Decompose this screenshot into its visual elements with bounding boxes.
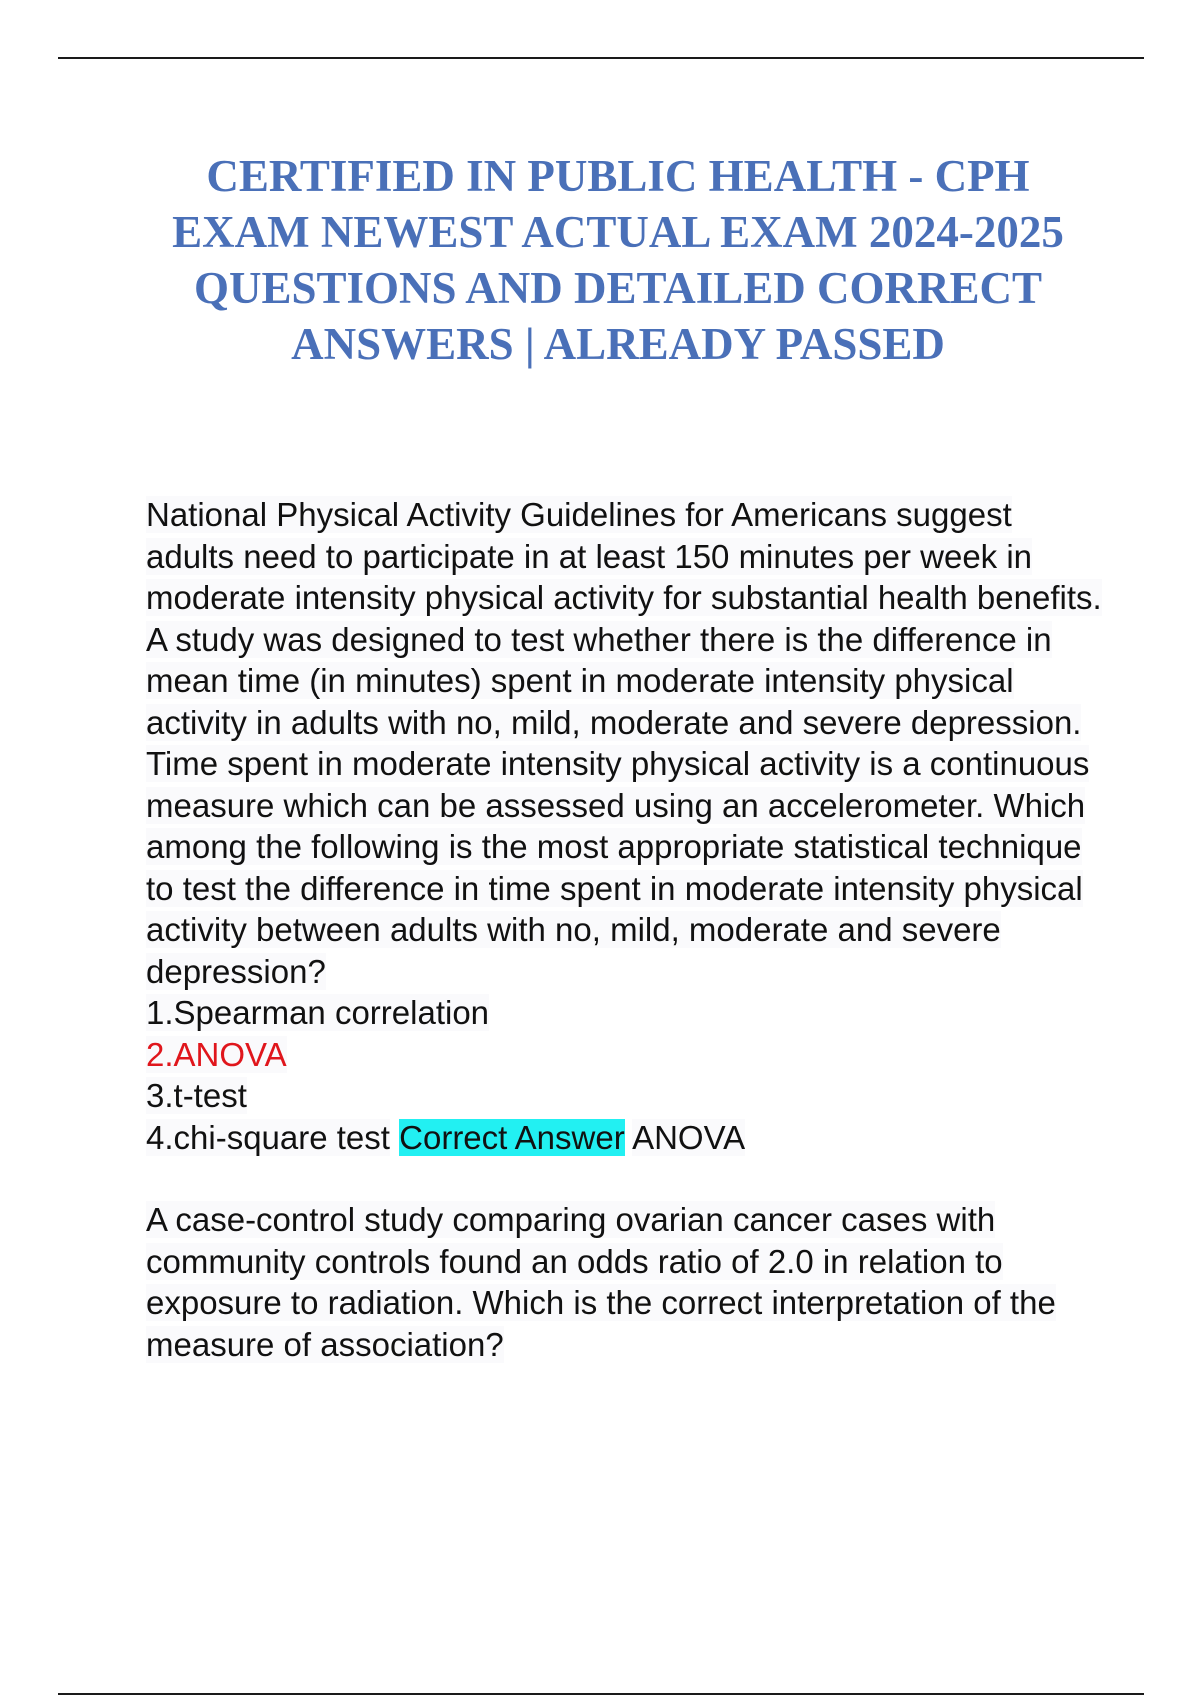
question-block (146, 1199, 1106, 1365)
document-body (146, 494, 1106, 1365)
spacer (146, 1158, 1106, 1199)
correct-answer-label: Correct Answer (399, 1118, 625, 1156)
question-stem-text: National Physical Activity Guidelines for Americans suggest adults need to participate in at least 150 minutes per week in moderate intensity physical activity for substantial health benefits. A study was designed to test whether there is the difference in mean time (in minutes) spent in moderate intensity physical activity in adults with no, mild, moderate and severe depression. Time spent in moderate intensity physical activity is a continuous measure which can be assessed using an accelerometer. Which among the following is the most appropriate statistical technique to test the difference in time spent in moderate intensity physical activity between adults with no, mild, moderate and severe depression? (146, 496, 1102, 990)
answer-option: 1.Spearman correlation (146, 994, 490, 1031)
question-stem (146, 494, 1106, 992)
footer-rule (58, 1693, 1144, 1695)
answer-option: 3.t-test (146, 1077, 247, 1114)
question-stem (146, 1199, 1106, 1365)
answer-option-correct: 2.ANOVA (146, 1035, 287, 1073)
answer-option-with-answer: 4.chi-square test Correct Answer ANOVA (146, 1118, 746, 1156)
header-rule (58, 57, 1144, 59)
question-block (146, 494, 1106, 1158)
document-title: CERTIFIED IN PUBLIC HEALTH - CPH EXAM NEWEST ACTUAL EXAM 2024-2025 QUESTIONS AND DETAILED CORRECT ANSWERS | ALREADY PASSED (172, 151, 1064, 369)
question-stem-text: A case-control study comparing ovarian cancer cases with community controls found an odds ratio of 2.0 in relation to exposure to radiation. Which is the correct interpretation of the measure of association? (146, 1201, 1056, 1363)
correct-answer-value: ANOVA (632, 1118, 746, 1156)
